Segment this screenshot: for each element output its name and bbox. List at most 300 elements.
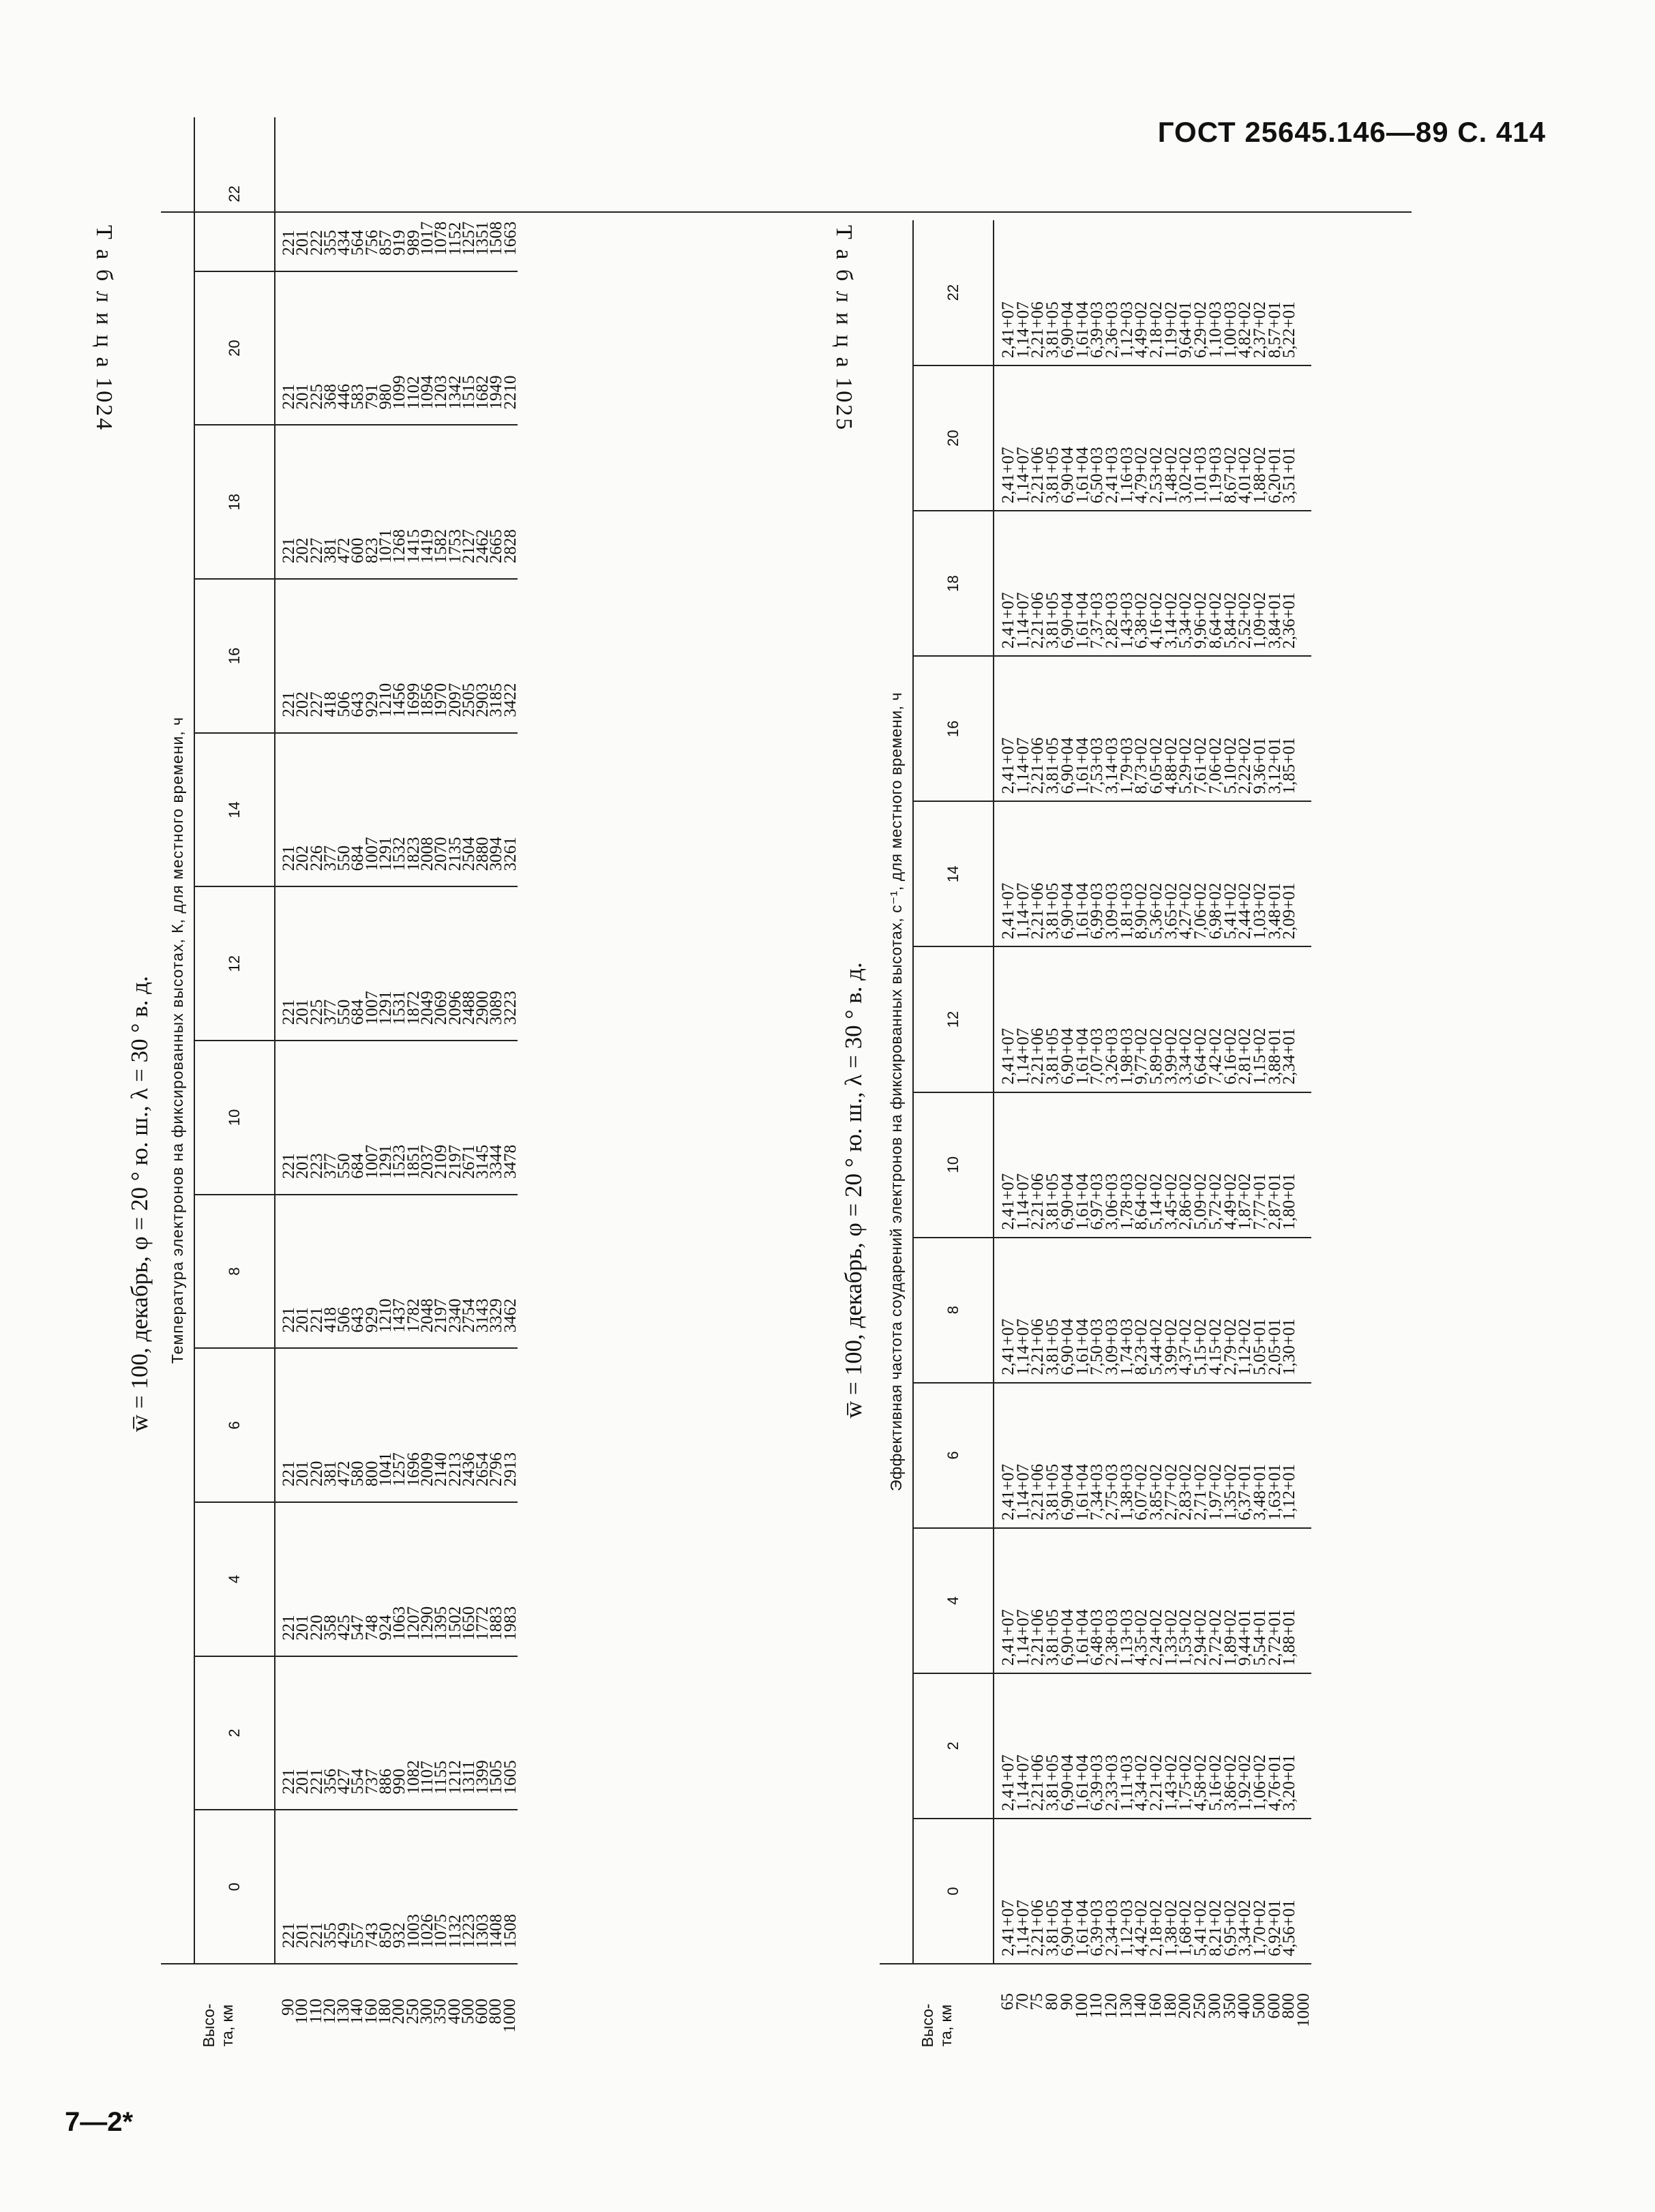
value-cell: 2,05+01 [1265,1318,1284,1375]
value-cell: 932 [390,1922,409,1948]
value-cell: 202 [293,691,312,717]
value-cell: 1508 [501,1914,520,1948]
value-cell: 3,51+01 [1280,447,1299,504]
value-cell: 7,06+02 [1206,737,1225,794]
value-cell: 1078 [432,221,451,256]
value-cell: 2,82+03 [1102,592,1121,649]
value-cell: 1,43+02 [1161,1754,1180,1811]
value-cell: 222 [307,230,326,256]
value-cell: 6,05+02 [1147,737,1166,794]
time-header: 0 [194,1810,275,1964]
value-cell: 1,80+01 [1280,1173,1299,1230]
value-column [275,579,518,733]
value-cell: 9,96+02 [1191,592,1210,649]
time-header: 0 [913,1819,994,1964]
value-cell: 2,21+06 [1028,882,1047,940]
value-cell: 3,81+05 [1043,737,1062,794]
value-column [994,220,1311,365]
value-cell: 3,14+02 [1161,592,1180,649]
value-cell: 220 [307,1461,326,1487]
value-cell: 1,16+03 [1117,447,1136,504]
value-cell: 857 [376,230,396,256]
value-cell: 355 [320,1922,340,1948]
table-1025-name: Т а б л и ц а 1025 [831,225,856,432]
value-cell: 201 [293,383,312,410]
value-cell: 1663 [501,221,520,256]
value-cell: 7,06+02 [1191,882,1210,940]
value-cell: 201 [293,999,312,1026]
value-cell: 1082 [404,1760,423,1795]
value-cell: 1291 [376,1144,396,1179]
value-cell: 1,38+02 [1161,1900,1180,1956]
height-cell: 250 [1191,1993,1210,2019]
value-cell: 6,90+04 [1058,1754,1077,1811]
value-cell: 5,22+01 [1280,301,1299,359]
height-cell: 80 [1043,1993,1062,2010]
value-cell: 2,41+07 [999,301,1017,359]
value-cell: 2,41+07 [999,1173,1017,1230]
value-cell: 2,09+01 [1280,882,1299,940]
table-1025 [880,220,1311,2087]
value-cell: 6,20+01 [1265,447,1284,504]
value-cell: 6,90+04 [1058,447,1077,504]
value-cell: 1856 [417,683,436,717]
value-cell: 2654 [473,1452,492,1487]
value-cell: 225 [307,999,326,1026]
value-cell: 2828 [501,529,520,564]
height-cell: 110 [306,1999,325,2024]
height-cell: 140 [1131,1993,1150,2019]
value-cell: 1311 [459,1761,478,1795]
value-cell: 1223 [459,1914,478,1948]
value-cell: 3,81+05 [1043,1318,1062,1375]
value-cell: 1,14+07 [1013,1318,1032,1375]
value-cell: 221 [280,1153,298,1179]
value-cell: 7,77+01 [1250,1173,1269,1230]
value-cell: 377 [320,1153,340,1179]
value-cell: 748 [362,1615,381,1641]
value-cell: 1,48+02 [1161,447,1180,504]
value-cell: 506 [335,1306,354,1333]
value-cell: 1102 [404,376,423,410]
height-cell: 180 [376,1999,395,2024]
value-cell: 1,14+07 [1013,301,1032,359]
value-cell: 980 [376,383,396,410]
value-cell: 5,84+02 [1221,592,1240,649]
value-cell: 2,36+01 [1280,592,1299,649]
value-cell: 1,14+07 [1013,1754,1032,1811]
value-cell: 2,21+06 [1028,1609,1047,1666]
height-cell: 500 [1249,1993,1268,2019]
value-cell: 1,14+07 [1013,1609,1032,1666]
value-cell: 1212 [445,1760,464,1795]
value-cell: 3145 [473,1144,492,1179]
value-cell: 201 [293,1306,312,1333]
value-cell: 3,09+03 [1102,1318,1121,1375]
value-cell: 5,10+02 [1221,737,1240,794]
value-cell: 2,21+06 [1028,1173,1047,1230]
height-cell: 800 [1279,1993,1298,2019]
value-cell: 2109 [432,1144,451,1179]
value-cell: 1,78+03 [1117,1173,1136,1230]
value-cell: 202 [293,537,312,564]
value-cell: 8,23+02 [1132,1318,1151,1375]
value-cell: 377 [320,845,340,871]
value-cell: 2135 [445,837,464,871]
value-cell: 472 [335,537,354,564]
value-column [275,886,518,1041]
height-cell: 250 [403,1999,422,2024]
value-cell: 1155 [432,1761,451,1795]
value-cell: 550 [335,999,354,1026]
height-cell: 70 [1013,1993,1032,2010]
value-cell: 2,18+02 [1147,301,1166,359]
value-column [994,946,1311,1092]
value-cell: 2048 [417,1298,436,1333]
value-cell: 6,29+02 [1191,301,1210,359]
value-cell: 550 [335,1153,354,1179]
value-cell: 1,85+01 [1280,737,1299,794]
value-cell: 1,33+02 [1161,1609,1180,1666]
value-cell: 221 [280,383,298,410]
value-cell: 1,92+02 [1236,1754,1255,1811]
value-cell: 2,21+06 [1028,592,1047,649]
value-cell: 3,45+02 [1161,1173,1180,1230]
value-cell: 3422 [501,683,520,717]
value-cell: 1,00+03 [1221,301,1240,359]
value-cell: 227 [307,691,326,717]
height-cell: 200 [1176,1993,1195,2019]
value-cell: 1,97+02 [1206,1463,1225,1521]
value-cell: 1132 [445,1914,464,1948]
value-column [994,656,1311,801]
time-header: 16 [913,656,994,801]
value-cell: 2,41+07 [999,447,1017,504]
value-cell: 2,41+03 [1102,447,1121,504]
value-cell: 2,75+03 [1102,1463,1121,1521]
height-cell: 90 [1057,1993,1076,2010]
value-cell: 2197 [432,1298,451,1333]
value-cell: 2,21+02 [1147,1754,1166,1811]
value-cell: 202 [293,845,312,871]
value-cell: 1,14+07 [1013,1028,1032,1085]
value-cell: 1872 [404,991,423,1026]
time-header: 12 [194,886,275,1041]
value-cell: 4,49+02 [1221,1173,1240,1230]
height-cell: 350 [1220,1993,1239,2019]
value-cell: 1,61+04 [1073,592,1092,649]
value-cell: 1437 [390,1298,409,1333]
value-cell: 5,29+02 [1176,737,1195,794]
value-cell: 9,44+01 [1236,1609,1255,1666]
value-cell: 1,61+04 [1073,447,1092,504]
value-cell: 6,99+03 [1088,882,1107,940]
value-cell: 4,58+02 [1191,1754,1210,1811]
value-cell: 2197 [445,1144,464,1179]
value-cell: 3,81+05 [1043,301,1062,359]
value-cell: 1,14+07 [1013,882,1032,940]
value-cell: 1210 [376,683,396,717]
value-cell: 1,14+07 [1013,592,1032,649]
value-cell: 220 [307,1615,326,1641]
value-cell: 2,71+02 [1191,1463,1210,1521]
value-cell: 2210 [501,375,520,410]
value-cell: 2,21+06 [1028,301,1047,359]
value-cell: 1017 [417,221,436,256]
value-cell: 1,14+07 [1013,1463,1032,1521]
value-cell: 1,89+02 [1221,1609,1240,1666]
value-cell: 5,41+02 [1221,882,1240,940]
value-cell: 2,21+06 [1028,1028,1047,1085]
value-cell: 1007 [362,837,381,871]
value-cell: 1,12+01 [1280,1463,1299,1521]
value-cell: 2,21+06 [1028,1463,1047,1521]
value-cell: 3,48+01 [1265,882,1284,940]
value-cell: 2,81+02 [1236,1028,1255,1085]
value-cell: 2900 [473,991,492,1026]
value-cell: 1,88+01 [1280,1609,1299,1666]
value-cell: 2505 [459,683,478,717]
value-cell: 221 [307,1922,326,1948]
time-header: 10 [194,1041,275,1195]
height-cell: 160 [361,1999,381,2024]
value-cell: 4,76+01 [1265,1754,1284,1811]
value-cell: 4,79+02 [1132,447,1151,504]
value-cell: 1342 [445,375,464,410]
value-cell: 2,52+02 [1236,592,1255,649]
value-cell: 4,15+02 [1206,1318,1225,1375]
value-cell: 7,37+03 [1088,592,1107,649]
value-cell: 1107 [417,1761,436,1795]
value-cell: 6,90+04 [1058,1028,1077,1085]
value-cell: 3,06+03 [1102,1173,1121,1230]
value-cell: 2049 [417,991,436,1026]
value-column [275,117,518,271]
value-cell: 221 [280,1461,298,1487]
value-cell: 1291 [376,837,396,871]
value-cell: 506 [335,691,354,717]
value-cell: 924 [376,1615,396,1641]
value-column [275,1810,518,1964]
value-cell: 3462 [501,1298,520,1333]
time-header: 8 [913,1238,994,1383]
value-cell: 5,09+02 [1191,1173,1210,1230]
value-column [275,733,518,887]
time-header: 8 [194,1195,275,1349]
value-cell: 1071 [376,529,396,564]
value-cell: 3,09+03 [1102,882,1121,940]
value-cell: 418 [320,1306,340,1333]
value-cell: 6,07+02 [1132,1463,1151,1521]
value-cell: 1,15+02 [1250,1028,1269,1085]
value-cell: 4,27+02 [1176,882,1195,940]
value-cell: 6,90+04 [1058,301,1077,359]
value-cell: 2880 [473,837,492,871]
value-cell: 1291 [376,991,396,1026]
value-cell: 1531 [390,991,409,1026]
value-cell: 1257 [390,1452,409,1487]
value-cell: 5,16+02 [1206,1754,1225,1811]
value-cell: 2,87+01 [1265,1173,1284,1230]
value-cell: 6,97+03 [1088,1173,1107,1230]
value-cell: 221 [307,1768,326,1795]
value-cell: 201 [293,1768,312,1795]
value-cell: 580 [348,1461,368,1487]
value-cell: 1419 [417,529,436,564]
value-cell: 3,20+01 [1280,1754,1299,1811]
value-column [994,1819,1311,1964]
value-cell: 2,44+02 [1236,882,1255,940]
value-cell: 3,81+05 [1043,1900,1062,1956]
table-1024 [161,117,518,2087]
value-cell: 1,14+07 [1013,737,1032,794]
time-header: 14 [913,801,994,946]
value-cell: 3,81+05 [1043,447,1062,504]
value-cell: 1415 [404,529,423,564]
value-cell: 5,34+02 [1176,592,1195,649]
value-cell: 3,99+02 [1161,1318,1180,1375]
value-cell: 1505 [487,1760,506,1795]
value-cell: 2,83+02 [1176,1463,1195,1521]
value-cell: 9,36+01 [1250,737,1269,794]
value-cell: 381 [320,1461,340,1487]
value-cell: 1,43+03 [1117,592,1136,649]
value-cell: 1399 [473,1760,492,1795]
value-cell: 2,21+06 [1028,1318,1047,1375]
height-cell: 300 [1205,1993,1224,2019]
value-cell: 6,90+04 [1058,737,1077,794]
value-cell: 1257 [459,221,478,256]
table-1024-name: Т а б л и ц а 1024 [91,225,117,432]
height-cell: 110 [1087,1993,1106,2018]
value-cell: 2504 [459,837,478,871]
value-cell: 2,18+02 [1147,1900,1166,1956]
value-cell: 1582 [432,529,451,564]
value-cell: 2,21+06 [1028,1754,1047,1811]
value-cell: 1,61+04 [1073,1318,1092,1375]
value-cell: 3,88+01 [1265,1028,1284,1085]
value-cell: 2,41+07 [999,882,1017,940]
value-cell: 2,41+07 [999,1900,1017,1956]
value-cell: 201 [293,230,312,256]
time-header: 22 [913,220,994,365]
value-cell: 2,36+03 [1102,301,1121,359]
height-cell: 350 [431,1999,450,2024]
value-cell: 3185 [487,683,506,717]
value-cell: 850 [376,1922,396,1948]
value-cell: 7,61+02 [1191,737,1210,794]
value-cell: 6,90+04 [1058,1318,1077,1375]
value-cell: 4,01+02 [1236,447,1255,504]
value-cell: 6,37+01 [1236,1463,1255,1521]
value-cell: 756 [362,230,381,256]
value-cell: 6,16+02 [1221,1028,1240,1085]
value-cell: 4,34+02 [1132,1754,1151,1811]
value-cell: 5,36+02 [1147,882,1166,940]
value-cell: 6,92+01 [1265,1900,1284,1956]
height-cell: 90 [279,1999,297,2016]
value-cell: 221 [280,999,298,1026]
value-cell: 221 [280,691,298,717]
value-cell: 1063 [390,1606,409,1641]
value-cell: 2,21+06 [1028,447,1047,504]
value-cell: 1,63+01 [1265,1463,1284,1521]
value-cell: 2,72+01 [1265,1609,1284,1666]
value-cell: 1983 [501,1606,520,1641]
group-header: Температура электронов на фиксированных высотах, К, для местного времени, ч [161,117,194,1964]
value-cell: 221 [280,845,298,871]
height-cell: 130 [1116,1993,1135,2019]
value-cell: 2,22+02 [1236,737,1255,794]
value-cell: 1,12+03 [1117,1900,1136,1956]
value-cell: 2754 [459,1298,478,1333]
value-cell: 1408 [487,1914,506,1948]
value-column [275,1348,518,1502]
value-column [275,425,518,579]
value-cell: 1,88+02 [1250,447,1269,504]
value-cell: 221 [280,1615,298,1641]
time-header: 16 [194,579,275,733]
value-cell: 7,42+02 [1206,1028,1225,1085]
value-cell: 472 [335,1461,354,1487]
value-cell: 1,35+02 [1221,1463,1240,1521]
value-cell: 1210 [376,1298,396,1333]
time-header: 10 [913,1092,994,1238]
value-cell: 3,34+02 [1236,1900,1255,1956]
time-header: 14 [194,733,275,887]
value-cell: 3223 [501,991,520,1026]
value-cell: 2796 [487,1452,506,1487]
value-cell: 5,41+02 [1191,1900,1210,1956]
value-cell: 5,72+02 [1206,1173,1225,1230]
value-cell: 3089 [487,991,506,1026]
height-column [994,1964,1311,2087]
value-cell: 1203 [432,375,451,410]
height-cell: 120 [320,1999,339,2024]
value-cell: 3329 [487,1298,506,1333]
value-cell: 2,41+07 [999,1609,1017,1666]
value-cell: 221 [280,1922,298,1948]
height-cell: 140 [348,1999,367,2024]
value-cell: 1,81+03 [1117,882,1136,940]
value-cell: 1094 [417,375,436,410]
value-cell: 5,15+02 [1191,1318,1210,1375]
value-cell: 221 [280,1768,298,1795]
value-cell: 600 [348,537,368,564]
value-cell: 1,53+02 [1176,1609,1195,1666]
value-cell: 2097 [445,683,464,717]
value-cell: 1,75+02 [1176,1754,1195,1811]
value-column [275,1502,518,1656]
value-cell: 2665 [487,529,506,564]
value-cell: 791 [362,383,381,410]
value-cell: 919 [390,230,409,256]
time-header: 2 [913,1673,994,1819]
value-cell: 8,90+02 [1132,882,1151,940]
value-cell: 583 [348,383,368,410]
value-column [994,511,1311,656]
time-header: 20 [913,365,994,511]
value-cell: 2037 [417,1144,436,1179]
value-cell: 3,81+05 [1043,592,1062,649]
value-column [275,1656,518,1810]
value-cell: 2,86+02 [1176,1173,1195,1230]
value-cell: 2096 [445,991,464,1026]
value-cell: 1,19+02 [1161,301,1180,359]
value-cell: 6,98+02 [1206,882,1225,940]
value-cell: 1303 [473,1914,492,1948]
height-cell: 600 [1264,1993,1283,2019]
